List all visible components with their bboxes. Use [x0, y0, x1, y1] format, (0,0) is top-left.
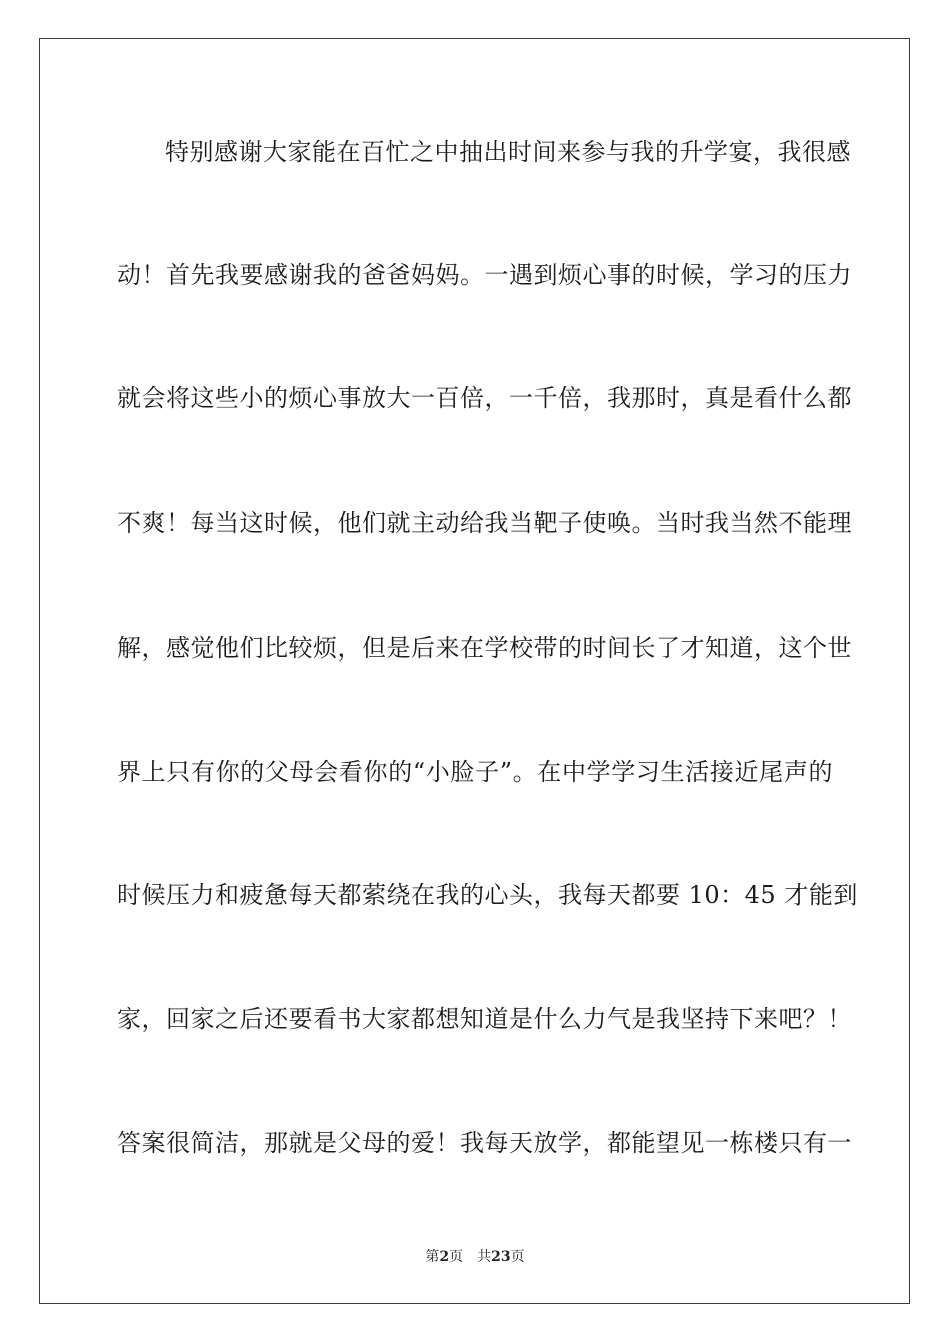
paragraph-line: 时候压力和疲惫每天都萦绕在我的心头，我每天都要 10：45 才能到	[117, 881, 858, 909]
page-suffix: 页	[449, 1249, 464, 1265]
paragraph-line: 动！首先我要感谢我的爸爸妈妈。一遇到烦心事的时候，学习的压力	[117, 261, 852, 289]
page-footer	[0, 1248, 950, 1266]
total-pages: 23	[491, 1249, 511, 1265]
paragraph-line: 就会将这些小的烦心事放大一百倍，一千倍，我那时，真是看什么都	[117, 384, 852, 412]
page-border	[39, 38, 910, 1304]
page-prefix: 第	[425, 1249, 440, 1265]
paragraph-line: 界上只有你的父母会看你的“小脸子”。在中学学习生活接近尾声的	[117, 758, 833, 786]
paragraph-line: 家，回家之后还要看书大家都想知道是什么力气是我坚持下来吧？！	[117, 1005, 852, 1033]
total-suffix: 页	[510, 1249, 525, 1265]
paragraph-line: 解，感觉他们比较烦，但是后来在学校带的时间长了才知道，这个世	[117, 634, 852, 662]
total-prefix: 共	[477, 1249, 492, 1265]
paragraph-line: 不爽！每当这时候，他们就主动给我当靶子使唤。当时我当然不能理	[117, 509, 852, 537]
paragraph-line: 特别感谢大家能在百忙之中抽出时间来参与我的升学宴，我很感	[165, 138, 851, 166]
page-number: 2	[439, 1249, 450, 1265]
paragraph-line: 答案很简洁，那就是父母的爱！我每天放学，都能望见一栋楼只有一	[117, 1129, 852, 1157]
